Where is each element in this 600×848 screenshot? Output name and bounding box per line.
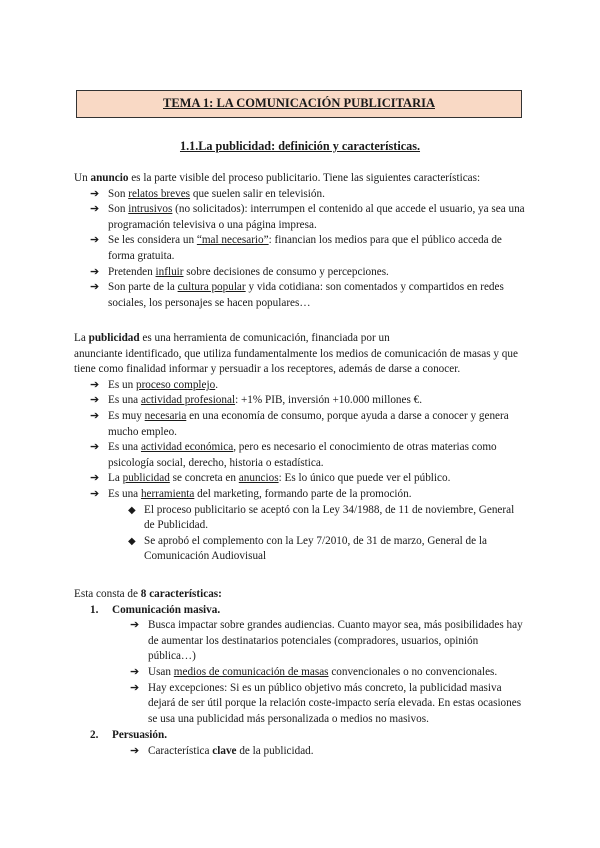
arrow-icon: ➔ [90,472,100,485]
caracteristicas-intro: Esta consta de 8 características: [74,588,222,600]
numbered-heading: 2. Persuasión. [90,729,168,742]
list-item: ◆ El proceso publicitario se aceptó con la Ley 34/1988, de 11 de noviembre, General de Publicidad. [128,503,526,534]
publicidad-definition: anunciante identificado, que utiliza fundamentalmente los medios de comunicación de masas y que tiene como finalidad informar y persuadir a los receptores, además de darse a conocer. [74,347,518,376]
arrow-icon: ➔ [90,187,100,200]
page-title: TEMA 1: LA COMUNICACIÓN PUBLICITARIA [76,90,522,118]
publicidad-section [74,331,526,565]
arrow-icon: ➔ [90,441,100,454]
arrow-icon: ➔ [90,265,100,278]
list-item: ➔ Son intrusivos (no solicitados): interrumpen el contenido al que accede el usuario, ya sea una programación televisiva o una página impresa. [90,202,526,233]
list-item: ➔ Es muy necesaria en una economía de consumo, porque ayuda a darse a conocer y genera mucho empleo. [90,409,526,440]
list-item: ➔ Son parte de la cultura popular y vida cotidiana: son comentados y compartidos en redes sociales, los personajes se hacen populares… [90,280,526,311]
arrow-icon: ➔ [90,378,100,391]
diamond-icon: ◆ [128,535,136,547]
publicidad-sublist [90,503,526,565]
list-item: ➔ Se les considera un “mal necesario”: financian los medios para que el público acceda de forma gratuita. [90,233,526,264]
list-item: ➔ Pretenden influir sobre decisiones de consumo y percepciones. [90,265,526,281]
caracteristicas-section [74,587,526,760]
arrow-icon: ➔ [130,619,140,632]
list-item: ➔ Es un proceso complejo. [90,378,526,394]
section-subtitle: 1.1.La publicidad: definición y características. [179,139,421,153]
list-item: ➔ Hay excepciones: Si es un público objetivo más concreto, la publicidad masiva dejará de ser útil porque la relación coste-impacto sería elevada. En estas ocasiones se usa una publicidad más personalizada o medios no masivos. [130,681,526,728]
arrow-icon: ➔ [90,487,100,500]
arrow-icon: ➔ [90,281,100,294]
list-item: ➔ La publicidad se concreta en anuncios: Es lo único que puede ver el público. [90,471,526,487]
caracteristica-points [74,744,526,760]
anuncio-list [74,187,526,312]
list-item: ➔ Busca impactar sobre grandes audiencias. Cuanto mayor sea, más posibilidades hay de aumentar los destinatarios potenciales (compradores, usuarios, opinión pública…) [130,618,526,665]
list-item: ➔ Usan medios de comunicación de masas convencionales o no convencionales. [130,665,526,681]
list-item: ➔ Es una herramienta del marketing, formando parte de la promoción. [90,487,526,503]
publicidad-list [74,378,526,565]
list-item: ➔ Característica clave de la publicidad. [130,744,526,760]
arrow-icon: ➔ [130,744,140,757]
arrow-icon: ➔ [130,681,140,694]
list-item: ➔ Son relatos breves que suelen salir en televisión. [90,187,526,203]
anuncio-section [74,171,526,311]
arrow-icon: ➔ [90,409,100,422]
arrow-icon: ➔ [90,234,100,247]
arrow-icon: ➔ [90,394,100,407]
list-item: ➔ Es una actividad profesional: +1% PIB, inversión +10.000 millones €. [90,393,526,409]
publicidad-intro: La publicidad es una herramienta de comunicación, financiada por un [74,332,390,344]
arrow-icon: ➔ [90,203,100,216]
caracteristica-points [74,618,526,727]
list-item: ➔ Es una actividad económica, pero es necesario el conocimiento de otras materias como psicología social, derecho, historia o estadística. [90,440,526,471]
numbered-heading: 1. Comunicación masiva. [90,603,221,616]
arrow-icon: ➔ [130,665,140,678]
diamond-icon: ◆ [128,504,136,516]
list-item: ◆ Se aprobó el complemento con la Ley 7/2010, de 31 de marzo, General de la Comunicación Audiovisual [128,534,526,565]
anuncio-intro: Un anuncio es la parte visible del proceso publicitario. Tiene las siguientes características: [74,172,481,184]
